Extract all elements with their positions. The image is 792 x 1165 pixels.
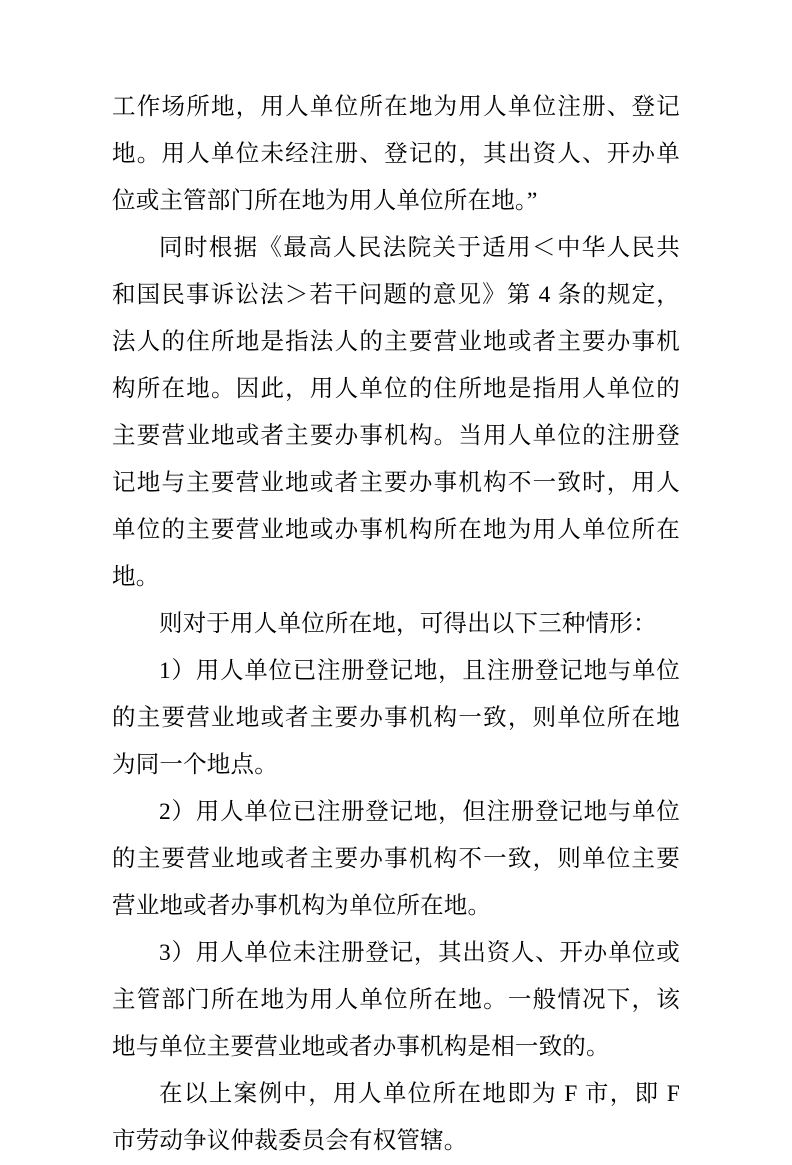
paragraph-2: 同时根据《最高人民法院关于适用＜中华人民共和国民事诉讼法＞若干问题的意见》第 4 条的规定，法人的住所地是指法人的主要营业地或者主要办事机构所在地。因此，用人单位的住所地是指用人单位的主要营业地或者主要办事机构。当用人单位的注册登记地与主要营业地或者主要办事机构不一致时，用人单位的主要营业地或办事机构所在地为用人单位所在地。: [112, 235, 680, 590]
paragraph-3: 则对于用人单位所在地，可得出以下三种情形：: [159, 611, 657, 637]
paragraph-5: 2）用人单位已注册登记地，但注册登记地与单位的主要营业地或者主要办事机构不一致，则单位主要营业地或者办事机构为单位所在地。: [112, 799, 680, 919]
paragraph-1: 工作场所地，用人单位所在地为用人单位注册、登记地。用人单位未经注册、登记的，其出资人、开办单位或主管部门所在地为用人单位所在地。”: [112, 94, 680, 214]
paragraph-7: 在以上案例中，用人单位所在地即为 F 市，即 F 市劳动争议仲裁委员会有权管辖。: [112, 1081, 680, 1154]
document-body: [112, 84, 680, 1165]
paragraph-6: 3）用人单位未注册登记，其出资人、开办单位或主管部门所在地为用人单位所在地。一般情况下，该地与单位主要营业地或者办事机构是相一致的。: [112, 940, 680, 1060]
paragraph-4: 1）用人单位已注册登记地，且注册登记地与单位的主要营业地或者主要办事机构一致，则单位所在地为同一个地点。: [112, 658, 680, 778]
